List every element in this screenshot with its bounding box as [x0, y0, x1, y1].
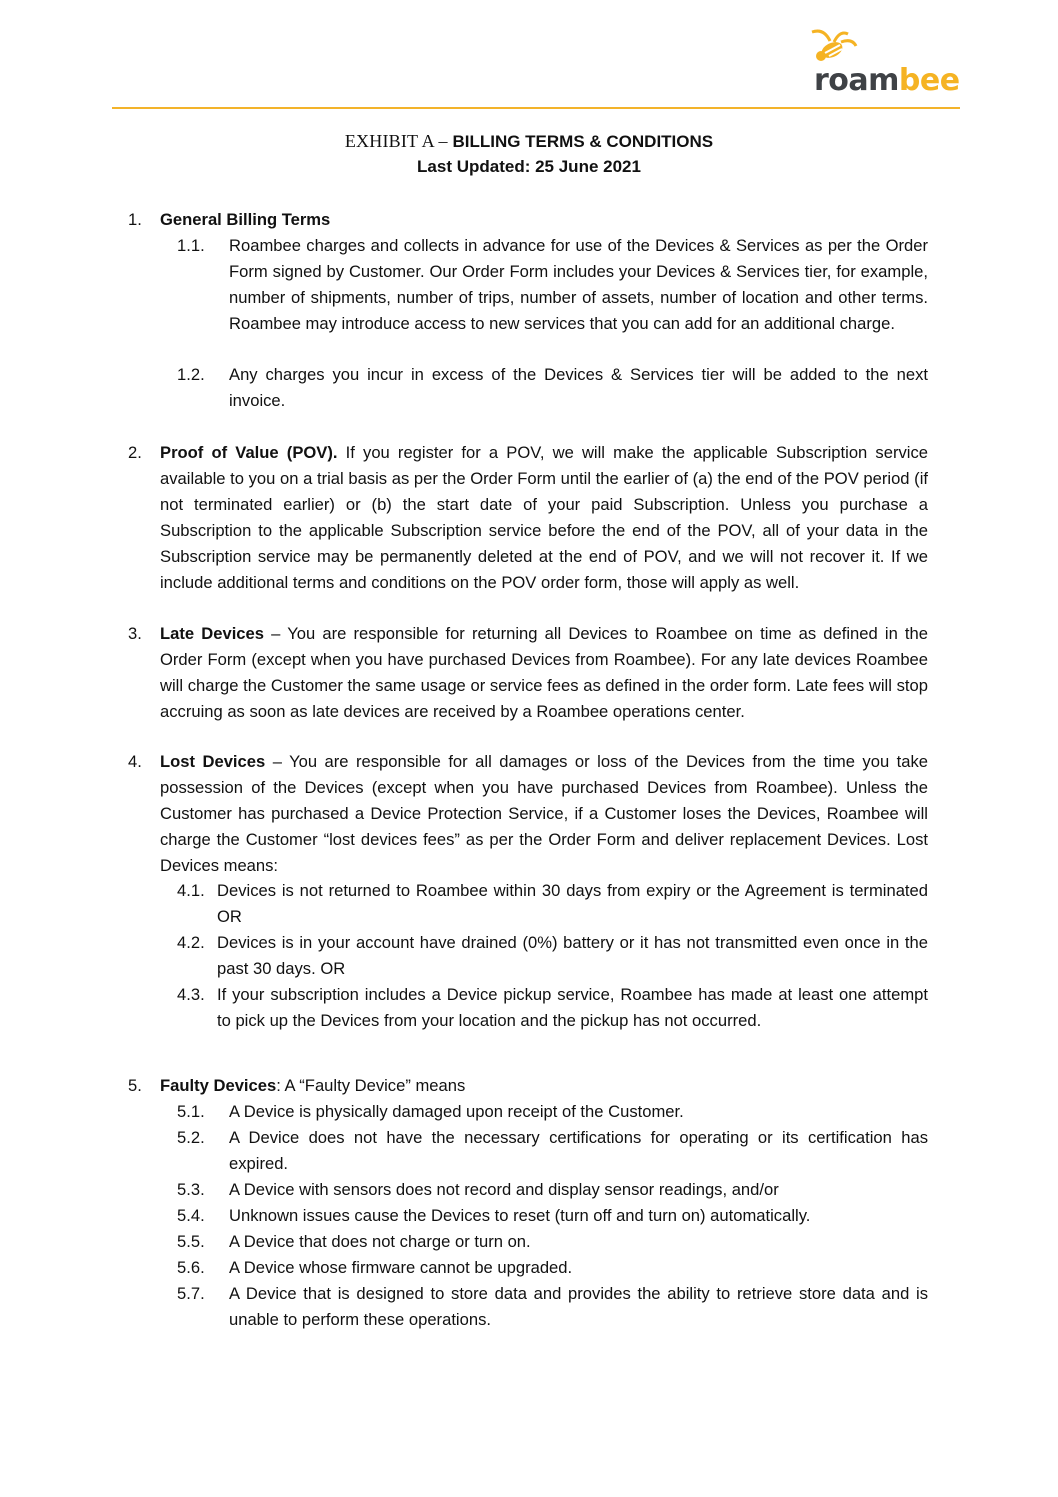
section-5-5-number: 5.5.	[177, 1232, 205, 1251]
section-5-7-number: 5.7.	[177, 1284, 205, 1303]
section-5-6-number: 5.6.	[177, 1258, 205, 1277]
section-3-paragraph	[160, 621, 928, 725]
logo-text-roam: roam	[814, 63, 899, 98]
roambee-logo	[800, 26, 960, 102]
section-3-number: 3.	[128, 624, 142, 643]
section-5-number: 5.	[128, 1076, 142, 1095]
section-4-1-number: 4.1.	[177, 881, 205, 900]
logo-wordmark	[814, 64, 960, 98]
section-4-1-text: Devices is not returned to Roambee within 30 days from expiry or the Agreement is terminated OR	[217, 881, 928, 926]
section-5-7-text: A Device that is designed to store data and provides the ability to retrieve store data and is unable to perform these operations.	[229, 1284, 928, 1329]
section-5-text: : A “Faulty Device” means	[276, 1076, 466, 1095]
section-2-number: 2.	[128, 443, 142, 462]
title-suffix: BILLING TERMS & CONDITIONS	[452, 132, 714, 151]
document-title	[0, 131, 1058, 152]
section-4-text: – You are responsible for all damages or loss of the Devices from the time you take possession of the Devices (except when you have purchased Devices from Roambee). Unless the Customer has purchased a Device Protection Service, if a Customer loses the Devices, Roambee will charge the Customer “lost devices fees” as per the Order Form and deliver replacement Devices. Lost Devices means:	[160, 752, 929, 875]
section-1-2-number: 1.2.	[177, 365, 205, 384]
section-1-number: 1.	[128, 210, 142, 229]
title-dash: –	[433, 131, 453, 151]
section-5-3-text: A Device with sensors does not record and display sensor readings, and/or	[229, 1180, 779, 1199]
section-5-5-text: A Device that does not charge or turn on.	[229, 1232, 531, 1251]
title-prefix: EXHIBIT A	[344, 131, 434, 151]
section-4-paragraph	[160, 749, 928, 879]
last-updated: Last Updated: 25 June 2021	[417, 157, 641, 176]
section-4-heading: Lost Devices	[160, 752, 266, 771]
section-1-1-number: 1.1.	[177, 236, 205, 255]
logo-text-bee: bee	[898, 63, 960, 98]
section-2-paragraph	[160, 440, 928, 595]
section-5-1-number: 5.1.	[177, 1102, 205, 1121]
section-2-heading: Proof of Value (POV).	[160, 443, 338, 462]
section-5-6-text: A Device whose firmware cannot be upgraded.	[229, 1258, 573, 1277]
section-4-2-number: 4.2.	[177, 933, 205, 952]
section-5-2-number: 5.2.	[177, 1128, 205, 1147]
section-5-2-text: A Device does not have the necessary certifications for operating or its certification has expired.	[229, 1128, 928, 1173]
section-5-4-number: 5.4.	[177, 1206, 205, 1225]
section-4-3-number: 4.3.	[177, 985, 205, 1004]
section-2-text: If you register for a POV, we will make the applicable Subscription service available to you on a trial basis as per the Order Form until the earlier of (a) the end of the POV period (if not terminated earlier) or (b) the start date of your paid Subscription. Unless you purchase a Subscription to the applicable Subscription service before the end of the POV, all of your data in the Subscription service may be permanently deleted at the end of POV, and we will not recover it. If we include additional terms and conditions on the POV order form, those will apply as well.	[160, 443, 928, 592]
section-5-heading: Faulty Devices	[160, 1076, 277, 1095]
section-5-4-text: Unknown issues cause the Devices to reset (turn off and turn on) automatically.	[229, 1206, 811, 1225]
section-1-heading: General Billing Terms	[160, 210, 331, 229]
bee-icon	[800, 26, 860, 66]
section-3-text: – You are responsible for returning all Devices to Roambee on time as defined in the Order Form (except when you have purchased Devices from Roambee). For any late devices Roambee will charge the Customer the same usage or service fees as defined in the order form. Late fees will stop accruing as soon as late devices are received by a Roambee operations center.	[160, 624, 929, 721]
section-5-paragraph	[160, 1073, 928, 1099]
section-1-2-text: Any charges you incur in excess of the Devices & Services tier will be added to the next invoice.	[229, 365, 928, 410]
section-3-heading: Late Devices	[160, 624, 264, 643]
section-5-1-text: A Device is physically damaged upon receipt of the Customer.	[229, 1102, 684, 1121]
header-divider	[112, 107, 960, 109]
section-1-1-text: Roambee charges and collects in advance for use of the Devices & Services as per the Order Form signed by Customer. Our Order Form includes your Devices & Services tier, for example, number of shipments, number of trips, number of assets, number of location and other terms. Roambee may introduce access to new services that you can add for an additional charge.	[229, 236, 928, 333]
section-4-number: 4.	[128, 752, 142, 771]
section-5-3-number: 5.3.	[177, 1180, 205, 1199]
section-4-2-text: Devices is in your account have drained (0%) battery or it has not transmitted even once in the past 30 days. OR	[217, 933, 928, 978]
section-4-3-text: If your subscription includes a Device pickup service, Roambee has made at least one attempt to pick up the Devices from your location and the pickup has not occurred.	[217, 985, 928, 1030]
